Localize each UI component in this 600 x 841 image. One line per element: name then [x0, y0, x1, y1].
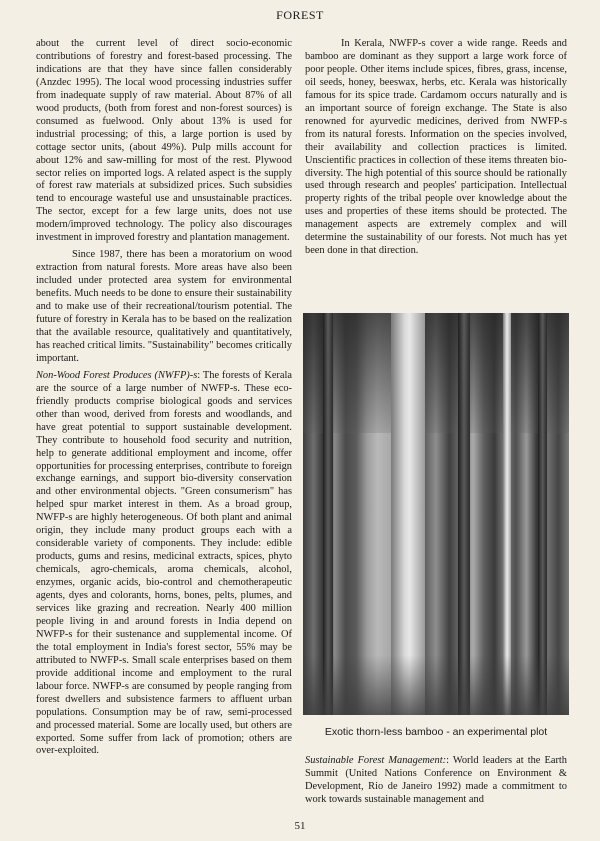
photo-ground — [303, 655, 569, 715]
bamboo-photo — [303, 313, 569, 715]
left-paragraph-2: Since 1987, there has been a moratorium on wood extraction from natural forests. More areas have also been included under protected area system for environmental benefits. Much needs to be done to ensure their sustainability and to make use of their recreational/tourism potential. The future of forestry in Kerala has to be based on the realization that the available resource, qualitatively and quantitatively, has reached critical limits. "Sustainability" becomes critically important. — [36, 249, 292, 364]
right-column-continued — [305, 755, 567, 807]
photo-foliage — [303, 313, 569, 433]
left-column — [36, 38, 292, 762]
nwfp-heading: Non-Wood Forest Produces (NWFP)-s — [36, 369, 198, 381]
sustainable-heading: Sustainable Forest Management: — [305, 755, 447, 766]
page-number: 51 — [294, 820, 306, 832]
page-header: FOREST — [276, 8, 324, 22]
right-column — [305, 38, 567, 262]
left-paragraph-1: about the current level of direct socio-economic contributions of forestry and forest-based processing. The indications are that they have since fallen considerably (Anzdec 1995). The local wood processing industries suffer from inadequate supply of raw material. About 87% of all wood products, (both from forest and non-forest sources) is consumed as fuelwood. Only about 13% is used for industrial processing; of this, a large portion is used by cottage sector units, (about 49%). Pulp mills account for about 12% and saw-milling for most of the rest. Plywood sector relies on imported logs. A related aspect is the supply of forest raw materials at subsidized prices. Such subsidies tend to encourage wasteful use and unsustainable practices. The sector, except for a few large units, does not use modern/improved technology. The policy also discourages investment in improved forestry and plantation management. — [36, 38, 292, 244]
nwfp-body: : The forests of Kerala are the source of a large number of NWFP-s. These eco-friendly products comprise biological goods and services other than wood, derived from forests and woodlands, and have great potential to support sustainable development. They contribute to household food security and nutrition, help to generate additional employment and income, offer opportunities for processing enterprises, contribute to foreign exchange earnings, and support bio-diversity conservation and other environmental objects. "Green consumerism" has helped spur market interest in them. As a broad group, NWFP-s are highly heterogeneous. Of both plant and animal origin, they include many product groups each with a considerable variety of components. They include: edible products, gums and resins, medicinal extracts, spices, phyto chemicals, agro-chemicals, aroma chemicals, alcohol, enzymes, organic acids, bio-control and chemotherapeutic agents, dyes and colorants, horns, bones, pelts, plumes, and services like grazing and recreation. Nearly 400 million people living in and around forests in India depend on NWFP-s for their sustenance and supplemental income. Of the total employment in India's forest sector, 55% may be attributed to NWFP-s. Small scale enterprises based on them provide additional income and employment to the rural labour force. NWFP-s are consumed by people ranging from forest dwellers and subsistence farmers to affluent urban populations. Consumption may be of raw, semi-processed and processed material. Some are locally used, but others are exported. Some suffer from lack of promotion; others are over-exploited. — [36, 369, 292, 757]
sustainable-paragraph — [305, 755, 567, 807]
left-paragraph-3 — [36, 370, 292, 759]
sustainable-body: : World leaders at the Earth Summit (United Nations Conference on Environment & Development, Rio de Janeiro 1992) made a commitment to work towards sustainable management and — [305, 755, 567, 805]
right-paragraph-1: In Kerala, NWFP-s cover a wide range. Reeds and bamboo are dominant as they support a large work force of poor people. Other items include spices, fibres, grass, incense, oil seeds, honey, beeswax, herbs, etc. Kerala was historically famous for its spice trade. Cardamom occurs naturally and is an important source of foreign exchange. The State is also renowned for ayurvedic medicines, derived from NWFP-s from its natural forests. Information on the species involved, their availability and collection practices is limited. Unscientific practices in collection of these items threaten bio-diversity. The high potential of this source should be rationally used through research and peoples' participation. Intellectual property rights of the tribal people over knowledge about the uses and properties of these items should be protected. The management aspects are extremely complex and will determine the sustainability of our forests. Not much has yet been done in that direction. — [305, 38, 567, 257]
photo-caption: Exotic thorn-less bamboo - an experimental plot — [324, 726, 548, 738]
